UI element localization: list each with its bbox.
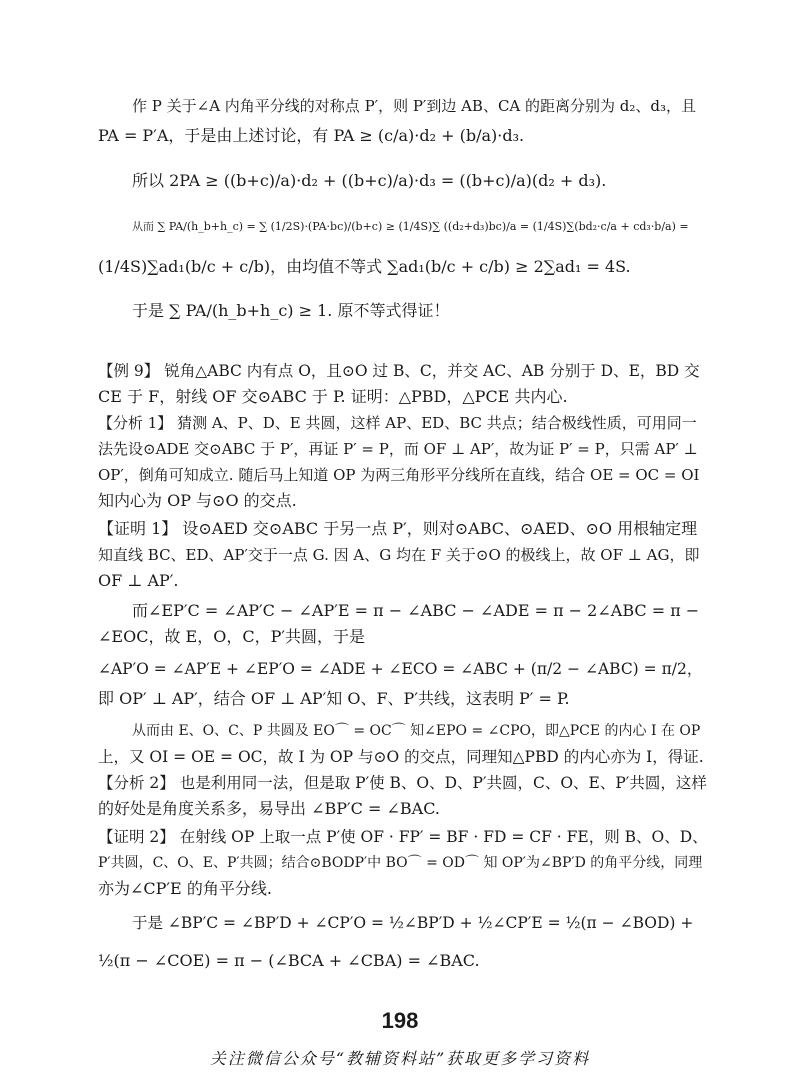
analysis-heading: 【分析 1】 猜测 A、P、D、E 共圆，这样 AP、ED、BC 共点；结合极线性质，可用同一 bbox=[98, 414, 697, 432]
page-number: 198 bbox=[381, 1008, 419, 1033]
formula-line: ∠AP′O = ∠AP′E + ∠EP′O = ∠ADE + ∠ECO = ∠ABC + (π/2 − ∠ABC) = π/2， bbox=[98, 660, 703, 678]
text-line: 即 OP′ ⊥ AP′，结合 OF ⊥ AP′知 O、F、P′共线，这表明 P′ = P. bbox=[98, 689, 570, 708]
text-line: 所以 2PA ≥ ((b+c)/a)·d₂ + ((b+c)/a)·d₃ = ((b+c)/a)(d₂ + d₃). bbox=[132, 171, 607, 190]
text-line: 作 P 关于∠A 内角平分线的对称点 P′，则 P′到边 AB、CA 的距离分别为 d₂、d₃，且 bbox=[132, 97, 697, 115]
analysis-heading: 【分析 2】 也是利用同一法，但是取 P′使 B、O、D、P′共圆，C、O、E、P′共圆，这样 bbox=[98, 774, 707, 792]
text-line: 的好处是角度关系多，易导出 ∠BP′C = ∠BAC. bbox=[98, 799, 440, 818]
text-line: 于是 ∑ PA/(h_b+h_c) ≥ 1. 原不等式得证！ bbox=[132, 301, 450, 320]
proof-heading: 【证明 2】 在射线 OP 上取一点 P′使 OF · FP′ = BF · FD = CF · FE，则 B、O、D、 bbox=[98, 828, 708, 846]
text-line: OF ⊥ AP′. bbox=[98, 571, 179, 590]
proof-heading: 【证明 1】 设⊙AED 交⊙ABC 于另一点 P′，则对⊙ABC、⊙AED、⊙O 用根轴定理 bbox=[98, 519, 698, 538]
text-line: 亦为∠CP′E 的角平分线. bbox=[98, 879, 272, 898]
formula-line: ½(π − ∠COE) = π − (∠BCA + ∠CBA) = ∠BAC. bbox=[98, 951, 480, 970]
text-line: 知内心为 OP 与⊙O 的交点. bbox=[98, 491, 297, 510]
text-line: 从而由 E、O、C、P 共圆及 EO⌒ = OC⌒ 知∠EPO = ∠CPO，即△PCE 的内心 I 在 OP bbox=[132, 723, 701, 739]
text-line: 而∠EP′C = ∠AP′C − ∠AP′E = π − ∠ABC − ∠ADE = π − 2∠ABC = π − bbox=[132, 601, 700, 620]
text-line: CE 于 F，射线 OF 交⊙ABC 于 P. 证明：△PBD，△PCE 共内心. bbox=[98, 387, 568, 406]
text-line: PA = P′A，于是由上述讨论，有 PA ≥ (c/a)·d₂ + (b/a)·d₃. bbox=[98, 126, 525, 145]
formula-line: 于是 ∠BP′C = ∠BP′D + ∠CP′O = ½∠BP′D + ½∠CP′E = ½(π − ∠BOD) + bbox=[132, 914, 694, 932]
formula-line: (1/4S)∑ad₁(b/c + c/b)，由均值不等式 ∑ad₁(b/c + c/b) ≥ 2∑ad₁ = 4S. bbox=[98, 257, 631, 276]
footer-note: 关注微信公众号“教辅资料站”获取更多学习资料 bbox=[209, 1049, 591, 1068]
formula-line: 从而 ∑ PA/(h_b+h_c) = ∑ (1/2S)·(PA·bc)/(b+c) ≥ (1/4S)∑ ((d₂+d₃)bc)/a = (1/4S)∑(bd₂·c/a + cd₃·b/a) = bbox=[132, 220, 689, 233]
text-line: 知直线 BC、ED、AP′交于一点 G. 因 A、G 均在 F 关于⊙O 的极线上，故 OF ⊥ AG，即 bbox=[98, 546, 700, 564]
text-line: OP′，倒角可知成立. 随后马上知道 OP 为两三角形平分线所在直线，结合 OE = OC = OI bbox=[98, 466, 700, 484]
text-line: 上，又 OI = OE = OC，故 I 为 OP 与⊙O 的交点，同理知△PBD 的内心亦为 I，得证. bbox=[98, 748, 704, 766]
text-line: 法先设⊙ADE 交⊙ABC 于 P′，再证 P′ = P，而 OF ⊥ AP′，故为证 P′ = P，只需 AP′ ⊥ bbox=[98, 440, 698, 458]
text-line: P′共圆，C、O、E、P′共圆；结合⊙BODP′中 BO⌒ = OD⌒ 知 OP′为∠BP′D 的角平分线，同理 bbox=[98, 855, 703, 871]
example-heading: 【例 9】 锐角△ABC 内有点 O，且⊙O 过 B、C，并交 AC、AB 分别于 D、E，BD 交 bbox=[98, 362, 700, 380]
text-line: ∠EOC，故 E，O，C，P′共圆，于是 bbox=[98, 627, 365, 646]
